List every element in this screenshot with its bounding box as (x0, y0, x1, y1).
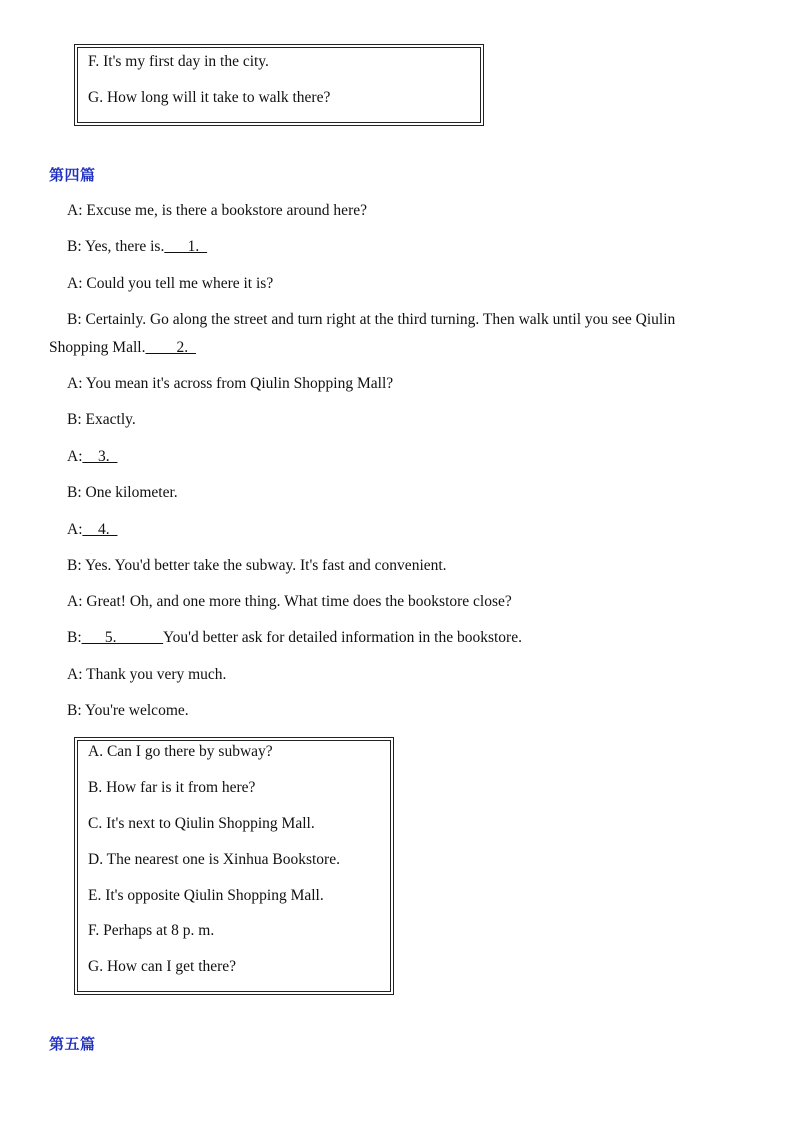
line-text: Great! Oh, and one more thing. What time does the bookstore close? (82, 593, 512, 610)
dialogue-line-11 (67, 593, 512, 611)
dialogue-line-9 (67, 521, 117, 539)
dialogue-line-7 (67, 448, 117, 466)
option-b: B. How far is it from here? (88, 779, 256, 796)
section-heading-5: 第五篇 (49, 1035, 96, 1053)
options-box-section4 (77, 740, 391, 992)
line-text: Thank you very much. (82, 666, 227, 683)
dialogue-line-12 (67, 629, 522, 647)
speaker: A: (67, 375, 83, 392)
dialogue-line-3 (67, 275, 273, 293)
speaker: B: (67, 238, 82, 255)
option-d: D. The nearest one is Xinhua Bookstore. (88, 851, 340, 868)
option-g: G. How long will it take to walk there? (88, 89, 331, 106)
dialogue-line-10 (67, 557, 447, 575)
line-text: Exactly. (81, 411, 136, 428)
speaker: B: (67, 557, 82, 574)
dialogue-line-2 (67, 238, 207, 256)
line-text: You'd better ask for detailed information in the bookstore. (163, 629, 522, 646)
speaker: A: (67, 448, 83, 465)
option-f: F. Perhaps at 8 p. m. (88, 922, 215, 939)
line-text: Yes. You'd better take the subway. It's fast and convenient. (81, 557, 447, 574)
line-text: Certainly. Go along the street and turn right at the third turning. Then walk until you see Qiulin (81, 311, 676, 328)
speaker: A: (67, 666, 83, 683)
speaker: A: (67, 593, 83, 610)
speaker: B: (67, 311, 82, 328)
option-a: A. Can I go there by subway? (88, 743, 273, 760)
option-f: F. It's my first day in the city. (88, 53, 269, 70)
speaker: A: (67, 202, 83, 219)
answer-blank-5: ___5.______ (81, 629, 164, 646)
line-text: One kilometer. (81, 484, 178, 501)
speaker: B: (67, 629, 82, 646)
option-g: G. How can I get there? (88, 958, 237, 975)
section-heading-4: 第四篇 (49, 166, 96, 184)
dialogue-line-4-continued (49, 339, 196, 357)
option-c: C. It's next to Qiulin Shopping Mall. (88, 815, 315, 832)
answer-blank-1: __1._ (164, 238, 207, 255)
line-text: You're welcome. (81, 702, 189, 719)
answer-blank-2: ___2._ (145, 339, 196, 356)
line-text: You mean it's across from Qiulin Shopping Mall? (82, 375, 394, 392)
speaker: B: (67, 702, 82, 719)
line-text: Shopping Mall. (49, 339, 146, 356)
answer-blank-4: __4._ (82, 521, 118, 538)
speaker: A: (67, 521, 83, 538)
option-e: E. It's opposite Qiulin Shopping Mall. (88, 887, 324, 904)
dialogue-line-8 (67, 484, 178, 502)
dialogue-line-5 (67, 375, 393, 393)
speaker: B: (67, 484, 82, 501)
line-text: Yes, there is. (81, 238, 165, 255)
speaker: B: (67, 411, 82, 428)
answer-blank-3: __3._ (82, 448, 118, 465)
dialogue-line-13 (67, 666, 226, 684)
line-text: Could you tell me where it is? (82, 275, 274, 292)
speaker: A: (67, 275, 83, 292)
options-box-section3 (77, 47, 481, 123)
dialogue-line-1 (67, 202, 367, 220)
line-text: Excuse me, is there a bookstore around here? (82, 202, 367, 219)
dialogue-line-6 (67, 411, 136, 429)
dialogue-line-14 (67, 702, 189, 720)
dialogue-line-4 (67, 311, 675, 329)
